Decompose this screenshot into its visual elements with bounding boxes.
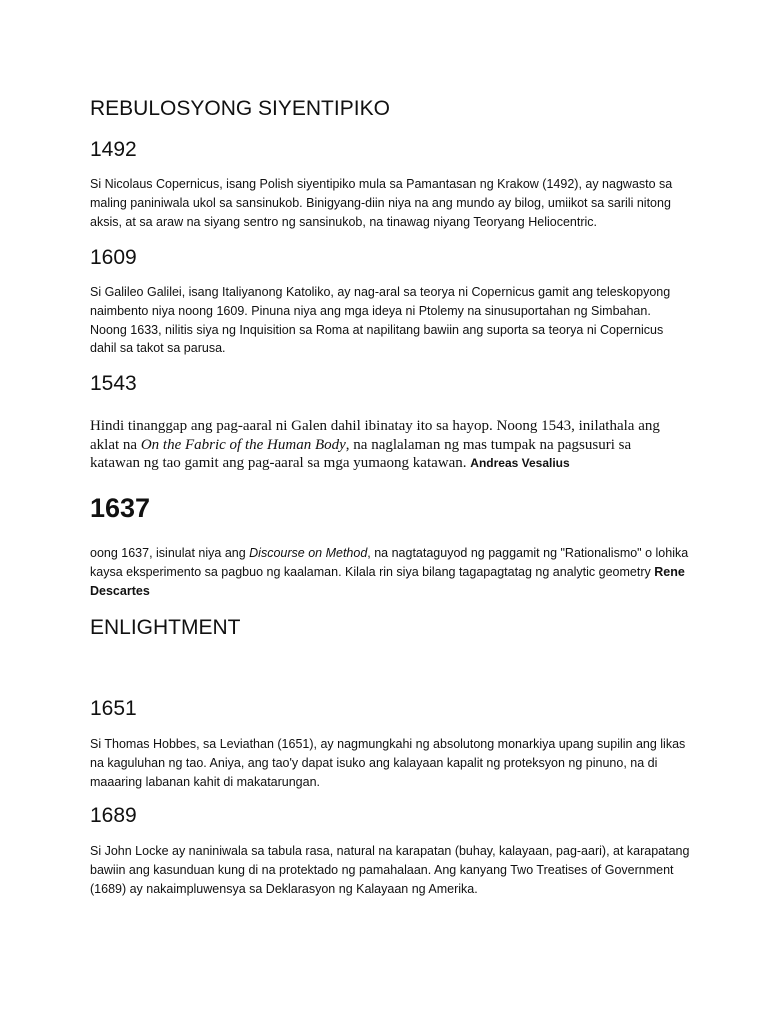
paragraph-copernicus: Si Nicolaus Copernicus, isang Polish siyentipiko mula sa Pamantasan ng Krakow (1492), ay nagwasto sa maling paniniwala ukol sa sansinukob. Binigyang-diin niya na ang mundo ay bilog, umiikot sa sarili nitong aksis, at sa araw na siyang sentro ng sansinukob, na tinawag niyang Teoryang Heliocentric.: [90, 177, 673, 229]
paragraph-vesalius-text-1: Hindi tinanggap ang pag-aaral ni Galen dahil ibinatay ito sa hayop. Noong 1543, inilathala ang aklat na: [90, 418, 660, 453]
paragraph-descartes-text-1: oong 1637, isinulat niya ang: [90, 546, 250, 560]
paragraph-locke: Si John Locke ay naniniwala sa tabula rasa, natural na karapatan (buhay, kalayaan, pag-aari), at karapatang bawiin ang kasunduan kung di na protektado ng pamahalaan. Ang kanyang Two Treatises of Government (1689) ay nakaimpluwensya sa Deklarasyon ng Kalayaan ng Amerika.: [90, 844, 690, 896]
year-heading-1492: 1492: [90, 138, 137, 161]
year-heading-1609: 1609: [90, 246, 137, 269]
year-heading-1543: 1543: [90, 372, 137, 395]
paragraph-descartes-text-2: , na nagtataguyod ng paggamit ng "Rationalismo" o lohika kaysa eksperimento sa pagbuo ng kaalaman. Kilala rin siya bilang tagapagtatag ng analytic geometry: [90, 546, 689, 579]
person-name-descartes: Rene Descartes: [90, 564, 685, 598]
paragraph-descartes: [90, 544, 690, 600]
person-name-vesalius: Andreas Vesalius: [470, 456, 570, 470]
paragraph-vesalius: [90, 417, 680, 473]
paragraph-hobbes: Si Thomas Hobbes, sa Leviathan (1651), ay nagmungkahi ng absolutong monarkiya upang supilin ang likas na kaguluhan ng tao. Aniya, ang tao'y dapat isuko ang kalayaan kapalit ng proteksyon ng pinuno, na di maaaring labanan kahit di makatarungan.: [90, 737, 686, 789]
section-title-rebulosyon: REBULOSYONG SIYENTIPIKO: [90, 97, 390, 120]
book-title-fabric: On the Fabric of the Human Body: [140, 436, 346, 453]
year-heading-1689: 1689: [90, 804, 137, 827]
paragraph-galileo: Si Galileo Galilei, isang Italiyanong Katoliko, ay nag-aral sa teorya ni Copernicus gamit ang teleskopyong naimbento niya noong 1609. Pinuna niya ang mga ideya ni Ptolemy na sinusuportahan ng Simbahan. Noong 1633, nilitis siya ng Inquisition sa Roma at napilitang bawiin ang suporta sa teorya ni Copernicus dahil sa takot sa parusa.: [90, 285, 671, 356]
book-title-discourse: Discourse on Method: [249, 546, 368, 560]
year-heading-1637: 1637: [90, 493, 151, 523]
paragraph-vesalius-text-2: , na naglalaman ng mas tumpak na pagsusuri sa katawan ng tao gamit ang pag-aaral sa mga yumaong katawan.: [90, 436, 632, 471]
section-title-enlightment: ENLIGHTMENT: [90, 616, 241, 639]
year-heading-1651: 1651: [90, 697, 137, 720]
